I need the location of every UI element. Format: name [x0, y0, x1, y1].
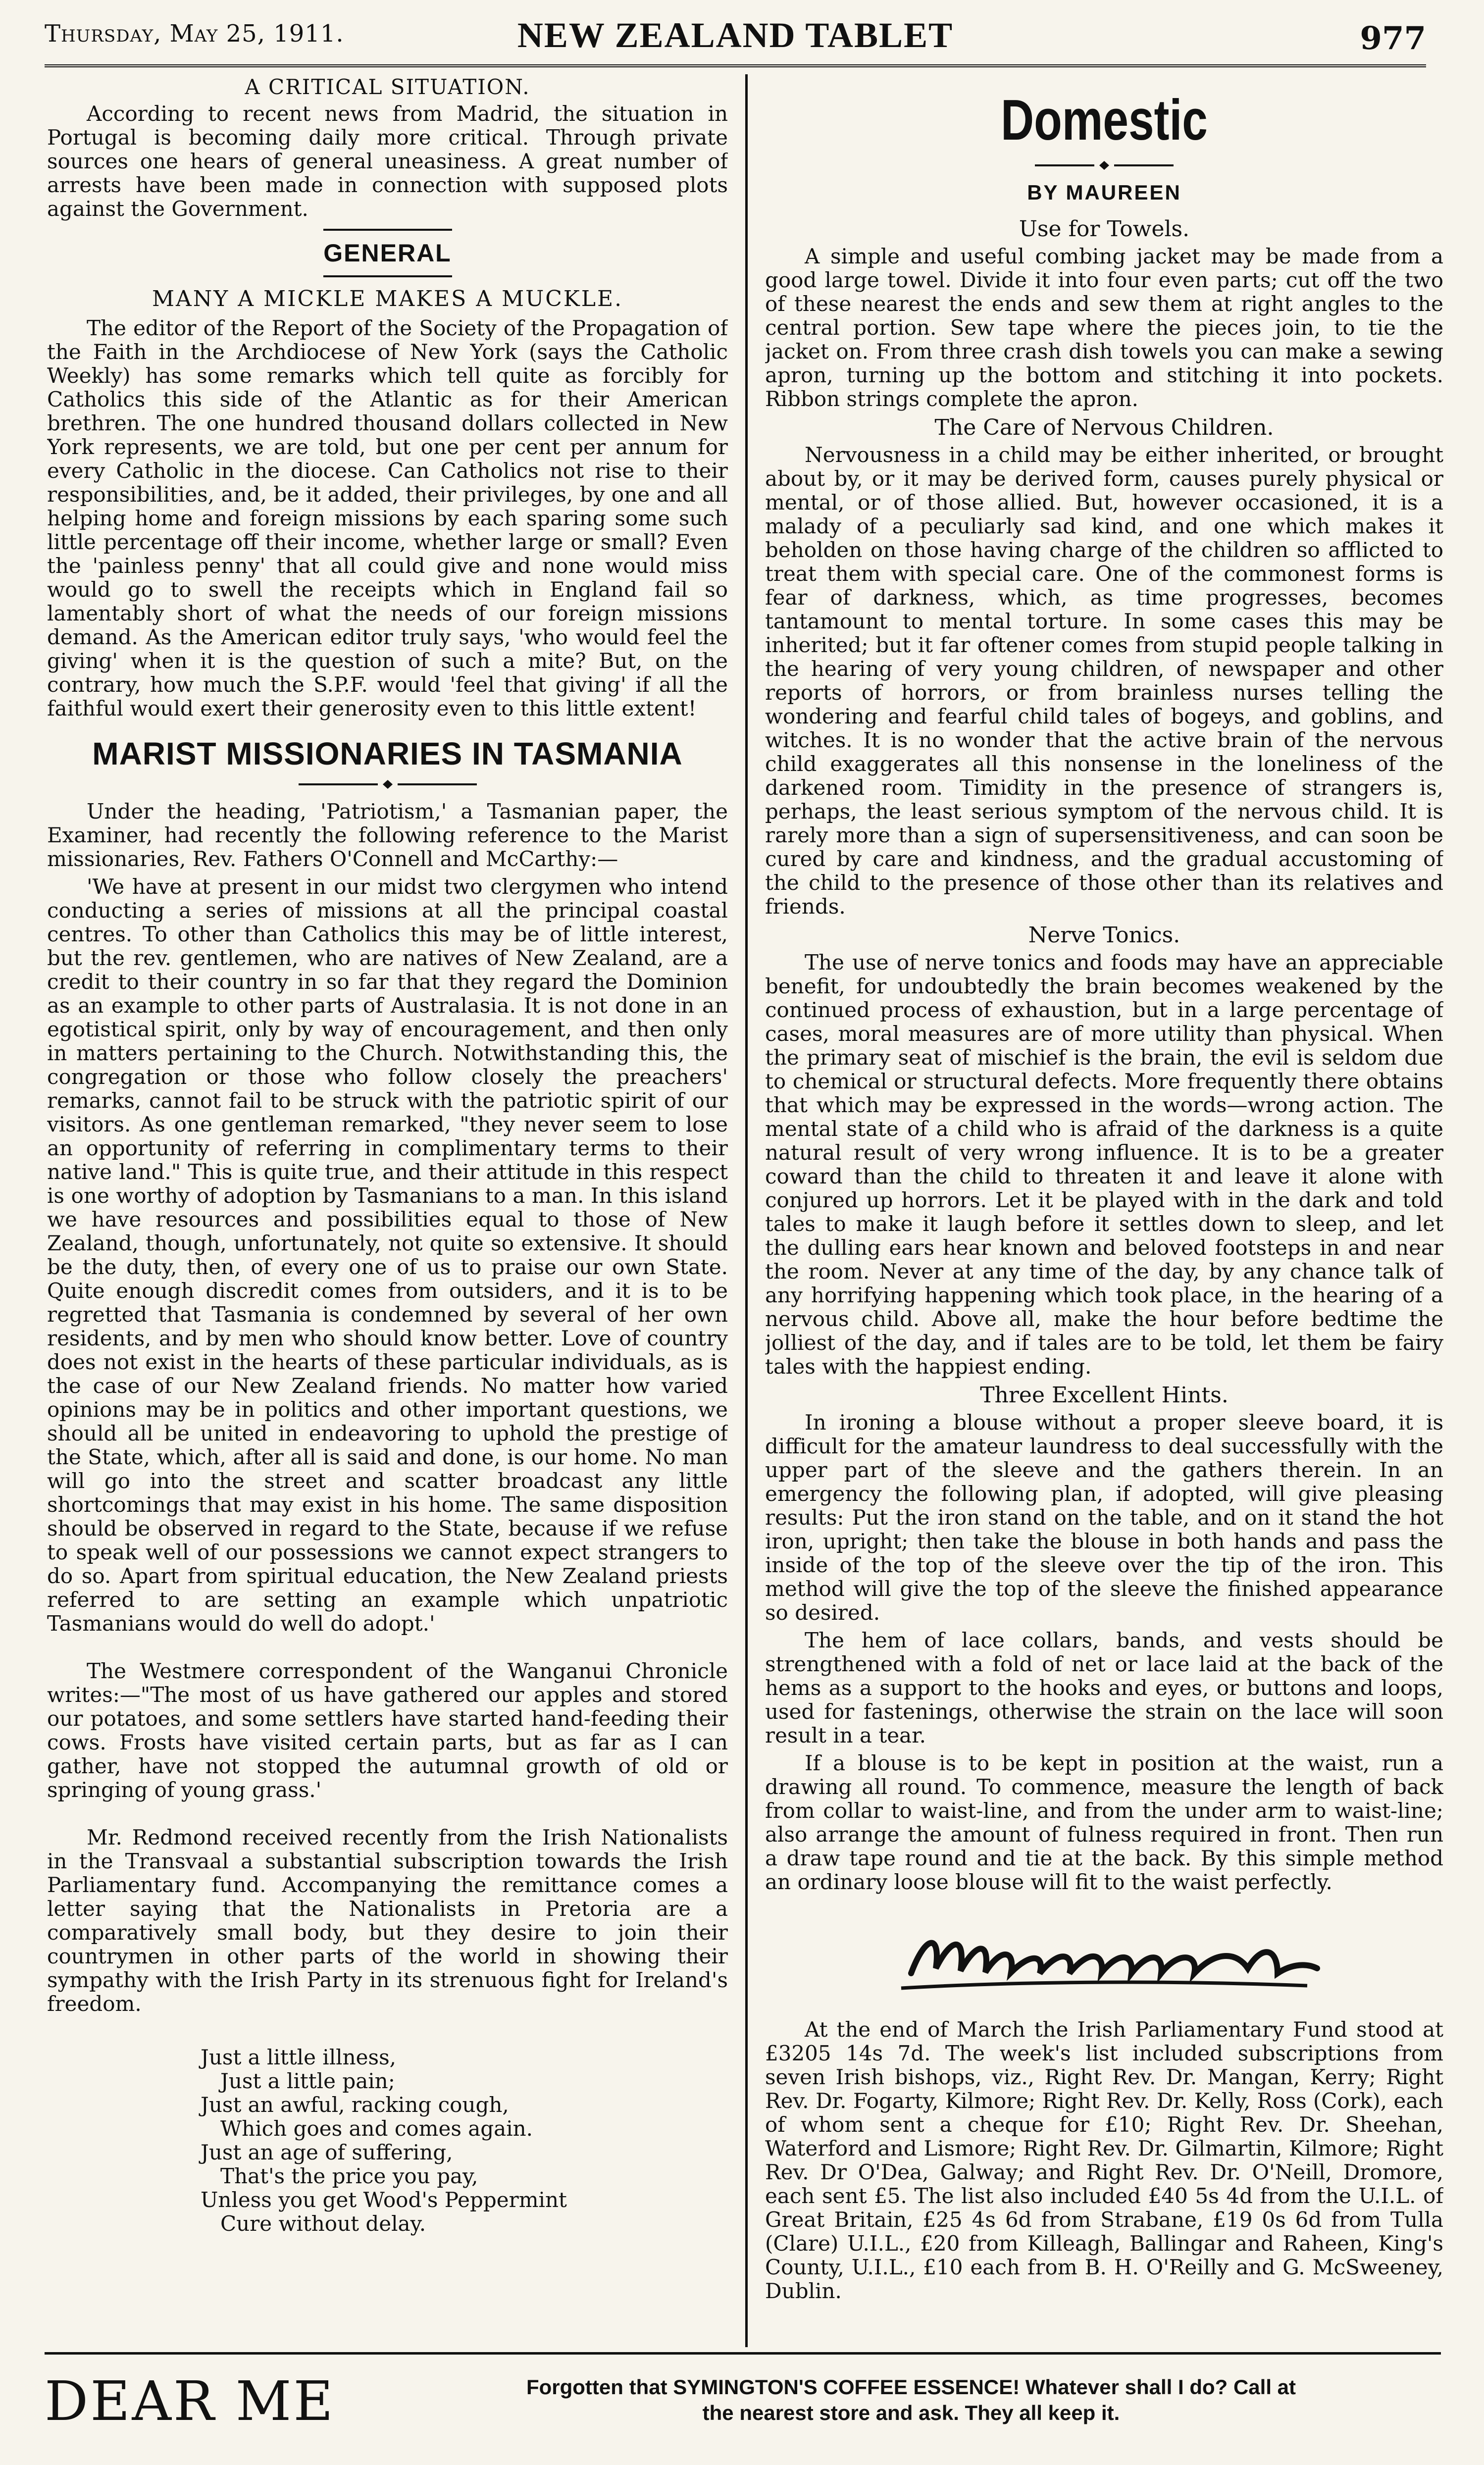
nervous-children-body: Nervousness in a child may be either inherited, or brought about by, or it may be derived form, causes purely physical or mental, or of those allied. But, however occasioned, it is a malady of a peculiarly sad kind, and one which makes it beholden on those having charge of the children so afflicted to treat them with special care. One of the commonest forms is fear of darkness, which, as time progresses, becomes tantamount to mental torture. In some cases this may be inherited; but it far oftener comes from stupid people talking in the hearing of very young children, of newspaper and other reports of horrors, or from brainless nurses telling the wondering and fearful child tales of bogeys, and goblins, and witches. It is no wonder that the active brain of the nervous child exaggerates all this nonsense in the loneliness of the darkened room. Timidity in the presence of strangers is, perhaps, the least serious symptom of the nervous child. It is rarely more than a sign of supersensitiveness, and can soon be cured by care and kindness, and the gradual accustoming of the child to the presence of those other than its relatives and friends. — [765, 443, 1443, 919]
hints-heading: Three Excellent Hints. — [980, 1383, 1228, 1408]
general-heading: GENERAL — [323, 239, 452, 267]
advert-line: Forgotten that SYMINGTON'S COFFEE ESSENCE! Whatever shall I do? Call at — [526, 2375, 1296, 2399]
marist-body: 'We have at present in our midst two clergymen who intend conducting a series of missions at all the principal coastal centres. To other than Catholics this may be of little interest, but the rev. gentlemen, who are natives of New Zealand, are a credit to their country in so far that they regard the Dominion as an example to other parts of Australasia. It is not done in an egotistical spirit, only by way of encouragement, and then only in matters pertaining to the Church. Notwithstanding this, the congregation or those who follow closely the preachers' remarks, cannot fail to be struck with the patriotic spirit of our visitors. As one gentleman remarked, "they never seem to lose an opportunity of referring in complimentary terms to their native land." This is quite true, and their attitude in this respect is one worthy of adoption by Tasmanians to a man. In this island we have resources and possibilities equal to those of New Zealand, though, unfortunately, not quite so extensive. It should be the duty, then, of every one of us to praise our own State. Quite enough discredit comes from outsiders, and it is to be regretted that Tasmania is condemned by several of her own residents, and by men who should know better. Love of country does not exist in the hearts of these particular individuals, as is the case of our New Zealand friends. No matter how varied opinions may be in politics and other important questions, we should all be united in endeavoring to uphold the prestige of the State, which, after all is said and done, is our home. No man will go into the street and scatter broadcast any little shortcomings that may exist in his home. The same disposition should be observed in regard to the State, because if we refuse to speak well of our possessions we cannot expect strangers to do so. Apart from spiritual education, the New Zealand priests referred to are setting an example which unpatriotic Tasmanians would do well do adopt.' — [47, 874, 728, 1636]
towels-heading: Use for Towels. — [1019, 216, 1190, 242]
byline: BY MAUREEN — [1027, 181, 1181, 204]
right-column — [765, 72, 1443, 2350]
footer-advert — [45, 2364, 1441, 2454]
marist-heading: MARIST MISSIONARIES IN TASMANIA — [92, 736, 683, 771]
redmond-paragraph: Mr. Redmond received recently from the Irish Nationalists in the Transvaal a substantial subscription towards the Irish Parliamentary fund. Accompanying the remittance comes a letter saying that the Nationalists in Pretoria are a comparatively small body, but they desire to join their countrymen in other parts of the world in showing their sympathy with the Irish Party in its strenuous fight for Ireland's freedom. — [47, 1825, 728, 2016]
verse-line: Unless you get Wood's Peppermint — [201, 2188, 567, 2212]
verse-line: That's the price you pay, — [220, 2164, 478, 2188]
towels-body: A simple and useful combing jacket may be made from a good large towel. Divide it into four even parts; cut off the two of these nearest the ends and sew them at right angles to the central portion. Sew tape where the pieces join, to tie the jacket on. From three crash dish towels you can make a sewing apron, turning up the bottom and stitching it into pockets. Ribbon strings complete the apron. — [765, 244, 1443, 411]
verse-line: Just a little pain; — [220, 2069, 395, 2093]
verse-line: Just a little illness, — [201, 2045, 396, 2069]
critical-situation-heading: A CRITICAL SITUATION. — [245, 75, 530, 99]
verse-line: Just an awful, racking cough, — [201, 2093, 509, 2117]
symington-advert — [381, 2374, 1441, 2426]
domestic-title: Domestic — [1001, 88, 1208, 152]
section-rule — [323, 275, 452, 277]
column-divider — [745, 74, 748, 2347]
advert-line: the nearest store and ask. They all keep it. — [702, 2401, 1120, 2424]
verse-line: Which goes and comes again. — [220, 2116, 533, 2141]
mickle-heading: MANY A MICKLE MAKES A MUCKLE. — [152, 286, 623, 311]
mickle-body: The editor of the Report of the Society of the Propagation of the Faith in the Archdiocese of New York (says the Catholic Weekly) has some remarks which tell quite as forcibly for Catholics this side of the Atlantic as for their American brethren. The one hundred thousand dollars collected in New York represents, we are told, but one per cent per annum for every Catholic in the diocese. Can Catholics not rise to their responsibilities, and, be it added, their privileges, by one and all helping home and foreign missions by each sparing some such little percentage off their income, whether large or small? Even the 'painless penny' that all could give and none would miss would go to swell the receipts which in England fail so lamentably short of what the needs of our foreign missions demand. As the American editor truly says, 'who would feel the giving' when it is the question of such a mite? But, on the contrary, how much the S.P.F. would 'feel that giving' if all the faithful would exert their generosity even to this little extent! — [47, 316, 728, 720]
footer-rule — [45, 2352, 1441, 2355]
hint-paragraph: In ironing a blouse without a proper sleeve board, it is difficult for the amateur laundress to deal successfully with the upper part of the sleeve and the gathers therein. In an emergency the following plan, if adopted, will give pleasing results: Put the iron stand on the table, and on it stand the hot iron, upright; then take the blouse in both hands and pass the inside of the top of the sleeve over the tip of the iron. This method will give the top of the sleeve the finished appearance so desired. — [765, 1410, 1443, 1625]
hint-paragraph: If a blouse is to be kept in position at the waist, run a drawing all round. To commence, measure the length of back from collar to waist-line, and from the under arm to waist-line; also arrange the amount of fulness required in front. Then run a draw tape round and tie at the back. By this simple method an ordinary loose blouse will fit to the waist perfectly. — [765, 1751, 1443, 1894]
westmere-paragraph: The Westmere correspondent of the Wanganui Chronicle writes:—"The most of us have gathered our apples and stored our potatoes, and some settlers have started hand-feeding their cows. Frosts have visited certain parts, but as far as I can gather, have not stopped the autumnal growth of old or springing of young grass.' — [47, 1659, 728, 1802]
nerve-tonics-body: The use of nerve tonics and foods may have an appreciable benefit, for undoubtedly the brain becomes weakened by the continued process of exhaustion, but in a large percentage of cases, moral measures are of more utility than physical. When the primary seat of mischief is the brain, the evil is seldom due to chemical or structural defects. More frequently there obtains that which may be expressed in the words—wrong action. The mental state of a child who is afraid of the darkness is a quite natural result of very wrong influence. It is to be a greater coward than the child to threaten it and leave it alone with conjured up horrors. Let it be played with in the dark and told tales to make it laugh before it settles down to sleep, and let the dulling ears hear known and beloved footsteps in and near the room. Never at any time of the day, by any chance talk of any horrifying happening which took place, in the hearing of a nervous child. Above all, make the hour before bedtime the jolliest of the day, and if tales are to be told, let them be fairy tales with the happiest ending. — [765, 950, 1443, 1379]
maureen-signature — [881, 1914, 1327, 2003]
critical-situation-body: According to recent news from Madrid, the situation in Portugal is becoming daily more critical. Through private sources one hears of general uneasiness. A great number of arrests have been made in connection with supposed plots against the Government. — [47, 102, 728, 221]
left-column — [47, 72, 728, 2350]
marist-intro: Under the heading, 'Patriotism,' a Tasmanian paper, the Examiner, had recently the following reference to the Marist missionaries, Rev. Fathers O'Connell and McCarthy:— — [47, 799, 728, 871]
dear-me-headline: DEAR ME — [45, 2369, 335, 2433]
nerve-tonics-heading: Nerve Tonics. — [1028, 923, 1180, 948]
peppermint-verse — [201, 2046, 728, 2236]
nervous-children-heading: The Care of Nervous Children. — [934, 415, 1274, 440]
newspaper-title: NEW ZEALAND TABLET — [517, 15, 954, 55]
verse-line: Cure without delay. — [220, 2211, 426, 2236]
page-header — [45, 15, 1426, 67]
ornament-divider-icon — [299, 777, 477, 792]
section-rule — [323, 229, 452, 231]
ornament-divider-icon — [1015, 158, 1193, 173]
verse-line: Just an age of suffering, — [201, 2140, 453, 2164]
issue-date: Thursday, May 25, 1911. — [45, 20, 344, 48]
page-number: 977 — [1360, 20, 1426, 57]
irish-fund-paragraph: At the end of March the Irish Parliamentary Fund stood at £3205 14s 7d. The week's list included subscriptions from seven Irish bishops, viz., Right Rev. Dr. Mangan, Kerry; Right Rev. Dr. Fogarty, Kilmore; Right Rev. Dr. Kelly, Ross (Cork), each of whom sent a cheque for £10; Right Rev. Dr. Sheehan, Waterford and Lismore; Right Rev. Dr. Gilmartin, Kilmore; Right Rev. Dr O'Dea, Galway; and Right Rev. Dr. O'Neill, Dromore, each sent £5. The list also included £40 5s 4d from the U.I.L. of Great Britain, £25 4s 6d from Strabane, £19 0s 6d from Tulla (Clare) U.I.L., £20 from Killeagh, Ballingar and Raheen, King's County, U.I.L., £10 each from B. H. O'Reilly and G. McSweeney, Dublin. — [765, 2017, 1443, 2303]
hint-paragraph: The hem of lace collars, bands, and vests should be strengthened with a fold of net or lace laid at the back of the hems as a support to the hooks and eyes, or buttons and loops, used for fastenings, otherwise the strain on the lace will soon result in a tear. — [765, 1628, 1443, 1747]
